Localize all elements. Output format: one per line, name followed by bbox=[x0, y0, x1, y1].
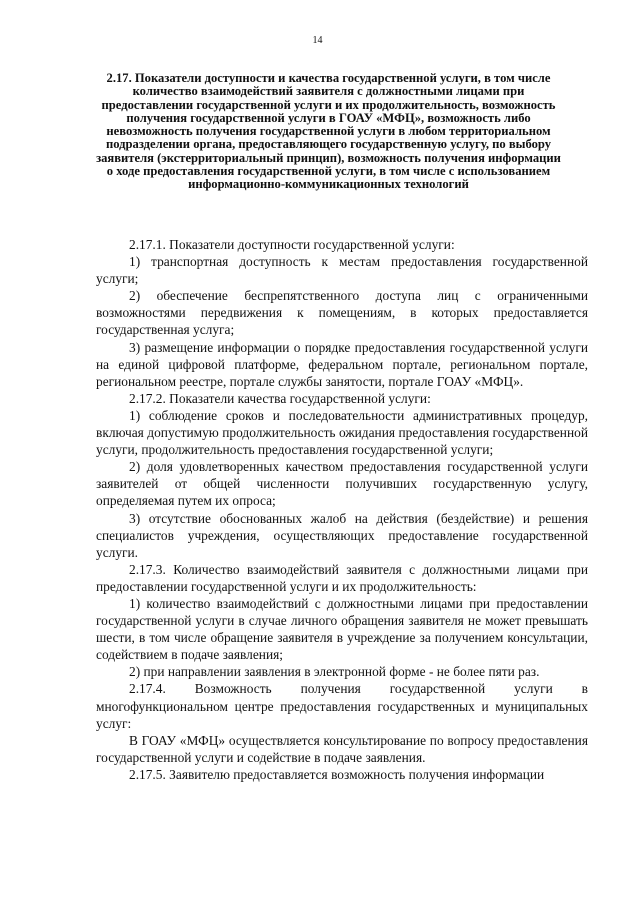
paragraph-2-17-1: 2.17.1. Показатели доступности государственной услуги: bbox=[129, 237, 455, 252]
paragraph-item: 1) количество взаимодействий с должностными лицами при предоставлении государственной услуги в случае личного обращения заявителя не может превышать шести, в том числе обращение заявителя в учреждение за получением консультации, содействием в подаче заявления; bbox=[96, 595, 588, 663]
paragraph-item: 1) соблюдение сроков и последовательности административных процедур, включая допустимую продолжительность ожидания предоставления государственной услуги, продолжительность предоставления государственной услуги; bbox=[96, 407, 588, 458]
paragraph-item: 3) размещение информации о порядке предоставления государственной услуги на единой цифровой платформе, федеральном портале, региональном портале, региональном реестре, портале службы занятости, портале ГОАУ «МФЦ». bbox=[96, 339, 588, 389]
paragraph-item: 2) доля удовлетворенных качеством предоставления государственной услуги заявителей от общей численности получивших государственную услугу, определяемая путем их опроса; bbox=[96, 459, 588, 509]
paragraph-item: 2) обеспечение беспрепятственного доступа лиц с ограниченными возможностями передвижения к помещениям, в которых предоставляется государственная услуга; bbox=[96, 288, 588, 338]
paragraph-item: 3) отсутствие обоснованных жалоб на действия (бездействие) и решения специалистов учреждения, осуществляющих предоставление государственной услуги. bbox=[96, 510, 588, 560]
paragraph-item: 1) транспортная доступность к местам предоставления государственной услуги; bbox=[96, 254, 588, 287]
page-number: 14 bbox=[312, 35, 323, 46]
paragraph-2-17-2: 2.17.2. Показатели качества государственной услуги: bbox=[129, 390, 431, 406]
paragraph-2-17-5: 2.17.5. Заявителю предоставляется возможность получения информации bbox=[129, 766, 545, 782]
paragraph-item: В ГОАУ «МФЦ» осуществляется консультирование по вопросу предоставления государственной услуги и содействие в подаче заявления. bbox=[96, 732, 588, 765]
paragraph-2-17-4: 2.17.4. Возможность получения государственной услуги в многофункциональном центре предоставления государственных и муниципальных услуг: bbox=[96, 681, 588, 731]
section-heading: 2.17. Показатели доступности и качества государственной услуги, в том числе количество взаимодействий заявителя с должностными лицами при предоставлении государственной услуги и их продолжительность, возможность получения государственной услуги в ГОАУ «МФЦ», возможность либо невозможность получения государственной услуги в любом территориальном подразделении органа, предоставляющего государственную услугу, по выбору заявителя (экстерриториальный принцип), возможность получения информации о ходе предоставления государственной услуги, в том числе с использованием информационно-коммуникационных технологий bbox=[96, 71, 561, 192]
paragraph-item: 2) при направлении заявления в электронной форме - не более пяти раз. bbox=[129, 664, 540, 680]
paragraph-2-17-3: 2.17.3. Количество взаимодействий заявителя с должностными лицами при предоставлении государственной услуги и их продолжительность: bbox=[96, 561, 588, 594]
document-body bbox=[96, 236, 588, 783]
